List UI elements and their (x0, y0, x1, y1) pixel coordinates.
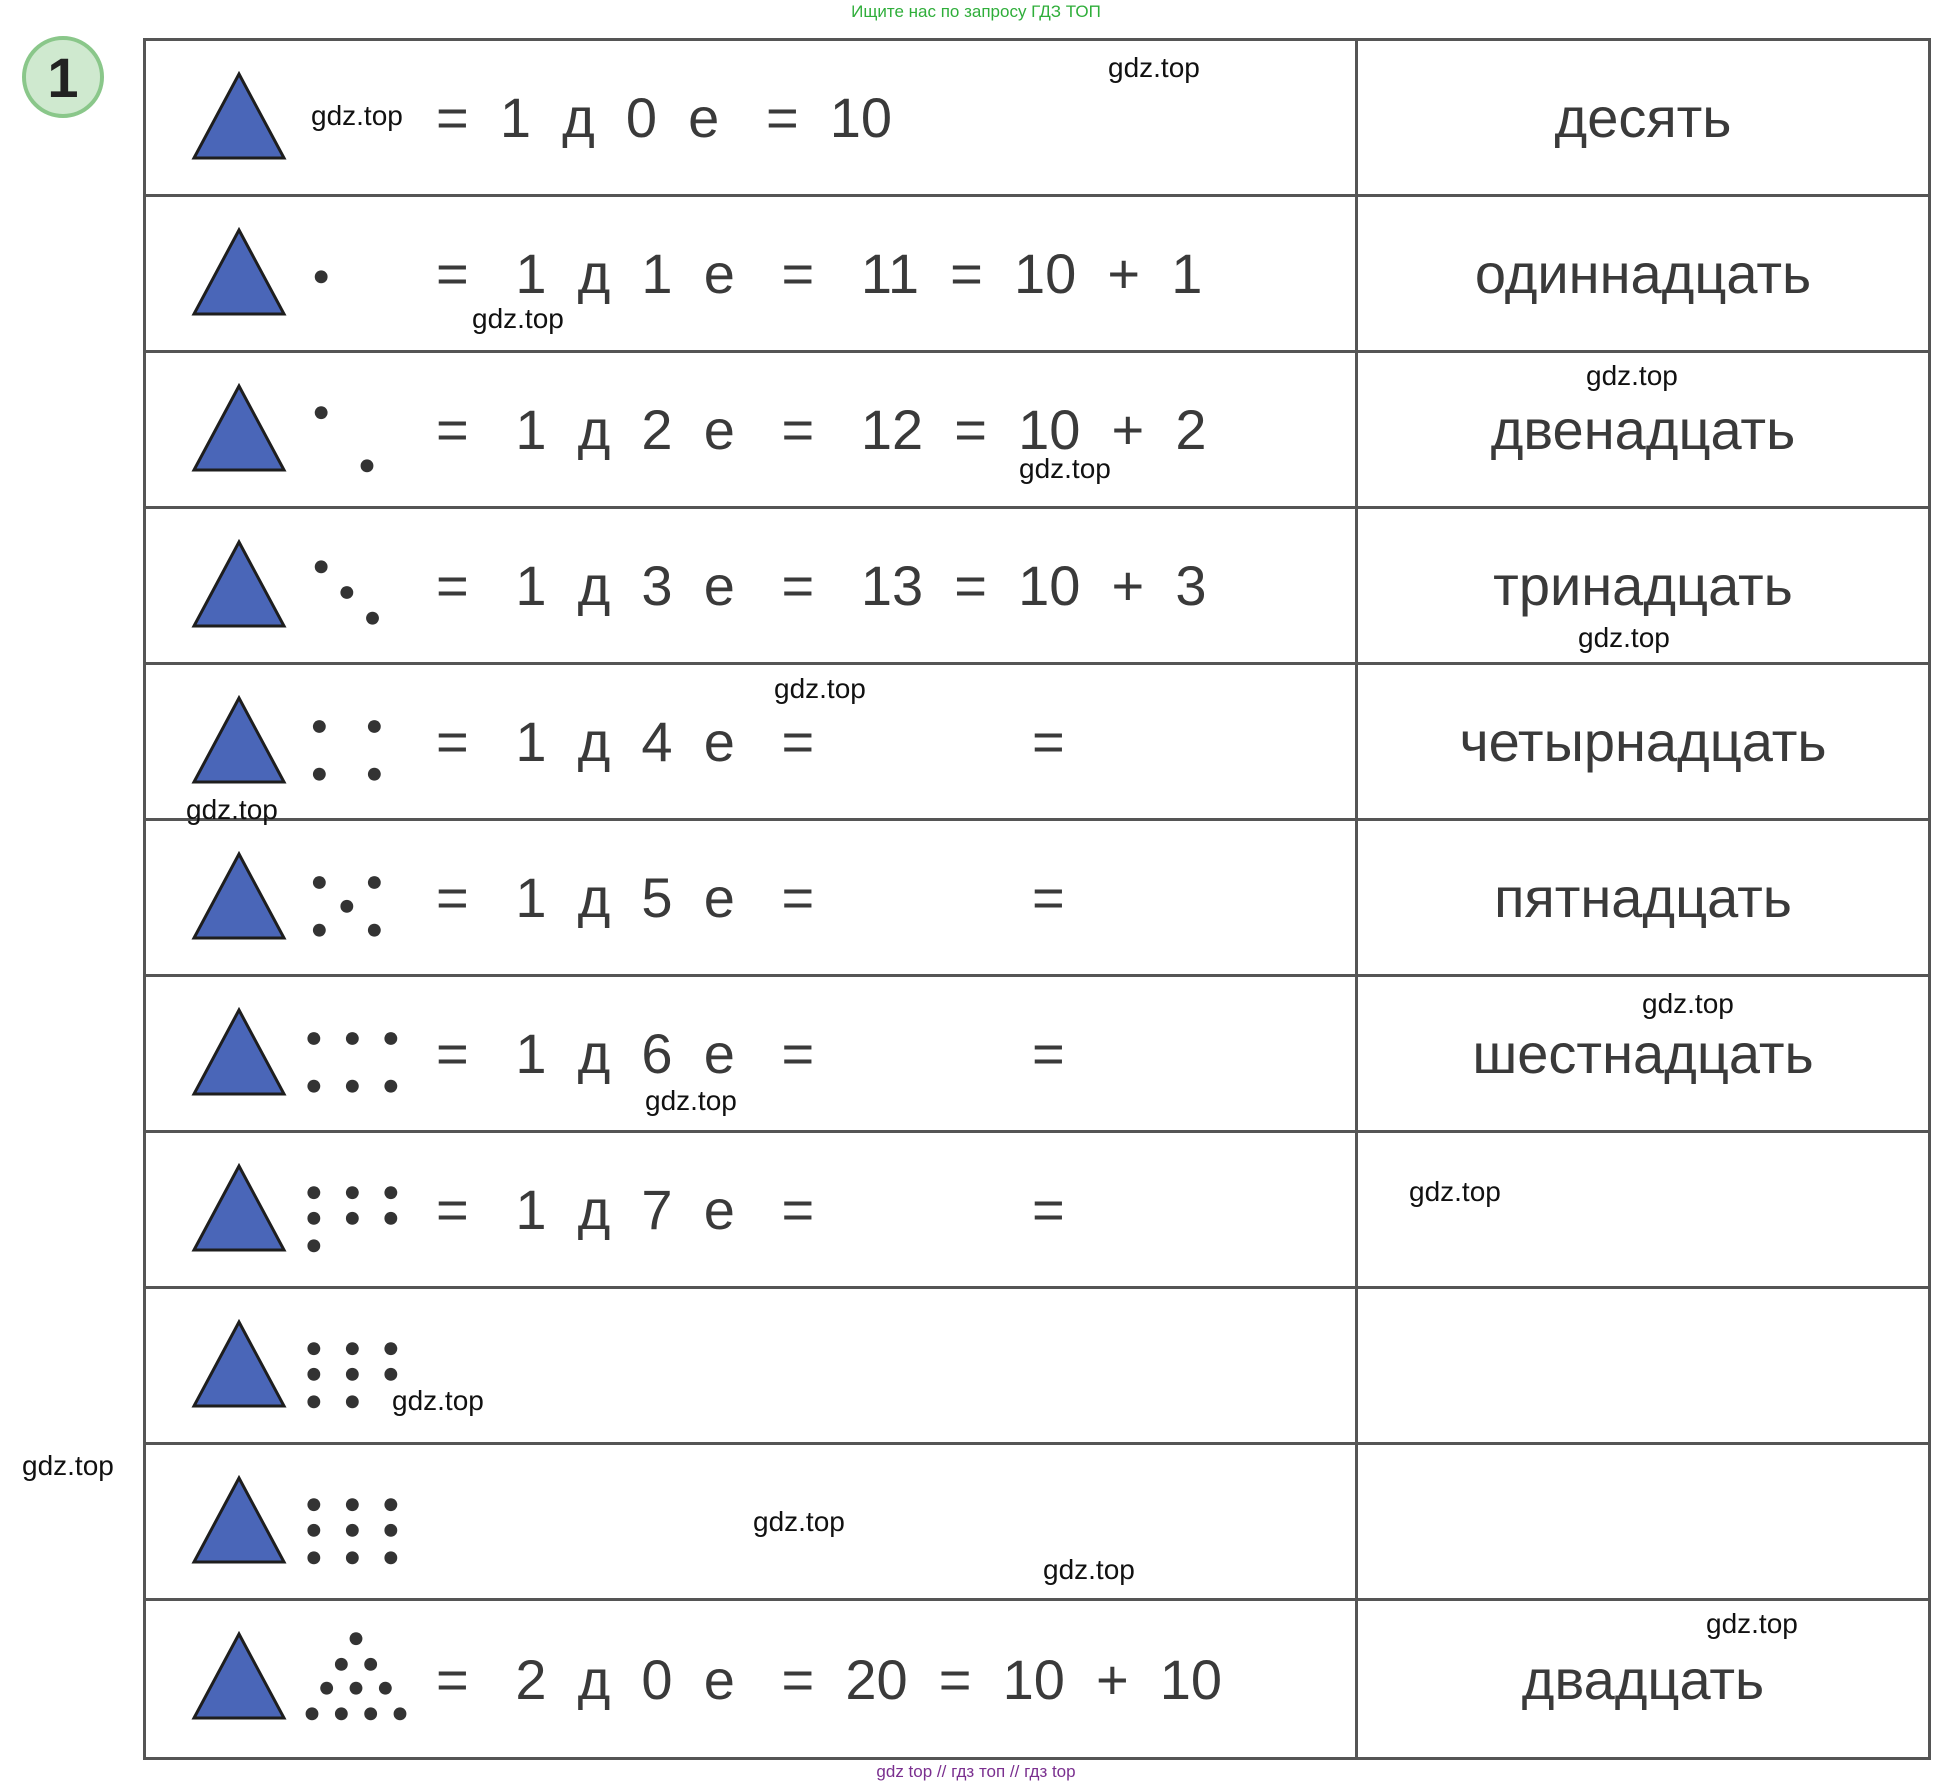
triangle-icon (191, 227, 287, 317)
triangle-icon (191, 383, 287, 473)
unit-dot (350, 1632, 363, 1645)
unit-dot (346, 1342, 359, 1355)
unit-dot (346, 1524, 359, 1537)
number-expression: = 1 д 7 е = = (436, 1178, 1065, 1241)
number-word: десять (1554, 86, 1732, 149)
watermark: gdz.top (774, 673, 866, 704)
unit-dot (384, 1368, 397, 1381)
unit-dot (307, 1368, 320, 1381)
unit-dot (368, 768, 381, 781)
watermark: gdz.top (1108, 52, 1200, 83)
table-row (146, 665, 1928, 821)
unit-dot (313, 876, 326, 889)
units-dots (301, 1465, 411, 1581)
footer-note: gdz top // гдз топ // гдз top (876, 1762, 1076, 1781)
unit-dot (307, 1239, 320, 1252)
number-expression: = 1 д 5 е = = (436, 866, 1065, 929)
number-expression: = 1 д 3 е = 13 = 10 + 3 (436, 554, 1207, 617)
triangle-icon (191, 71, 287, 161)
number-cell (146, 1133, 1358, 1286)
unit-dot (307, 1498, 320, 1511)
table-row (146, 41, 1928, 197)
unit-dot (307, 1551, 320, 1564)
unit-dot (320, 1682, 333, 1695)
number-word: двенадцать (1490, 398, 1796, 461)
number-expression: = 1 д 6 е = = (436, 1022, 1065, 1085)
number-expression: = 1 д 4 е = = (436, 710, 1065, 773)
unit-dot (368, 924, 381, 937)
header-note: Ищите нас по запросу ГДЗ ТОП (851, 2, 1101, 21)
unit-dot (346, 1368, 359, 1381)
unit-dot (307, 1186, 320, 1199)
table-row (146, 1133, 1928, 1289)
units-dots (301, 685, 411, 801)
unit-dot (307, 1080, 320, 1093)
unit-dot (315, 406, 328, 419)
table-row (146, 1601, 1928, 1757)
unit-dot (346, 1551, 359, 1564)
watermark: gdz.top (22, 1450, 114, 1481)
unit-dot (313, 924, 326, 937)
unit-dot (384, 1080, 397, 1093)
unit-dot (384, 1524, 397, 1537)
unit-dot (307, 1395, 320, 1408)
unit-dot (307, 1032, 320, 1045)
unit-dot (315, 270, 328, 283)
unit-dot (350, 1682, 363, 1695)
number-expression: = 2 д 0 е = 20 = 10 + 10 (436, 1647, 1223, 1711)
number-cell (146, 197, 1358, 350)
units-dots (301, 373, 411, 489)
unit-dot (313, 720, 326, 733)
table-row (146, 821, 1928, 977)
unit-dot (379, 1682, 392, 1695)
triangle-icon (191, 1631, 287, 1721)
units-dots (301, 841, 411, 957)
watermark: gdz.top (1409, 1176, 1501, 1207)
unit-dot (346, 1186, 359, 1199)
task-number: 1 (47, 45, 79, 109)
triangle-icon (191, 695, 287, 785)
unit-dot (361, 459, 374, 472)
table-row (146, 197, 1928, 353)
unit-dot (384, 1032, 397, 1045)
number-word (1358, 1133, 1928, 1286)
task-number-badge (22, 36, 104, 118)
unit-dot (307, 1524, 320, 1537)
number-cell (146, 1601, 1358, 1757)
watermark: gdz.top (1043, 1554, 1135, 1585)
unit-dot (307, 1212, 320, 1225)
number-cell (146, 509, 1358, 662)
unit-dot (384, 1342, 397, 1355)
triangle-icon (191, 1163, 287, 1253)
number-table (143, 38, 1931, 1760)
watermark: gdz.top (645, 1085, 737, 1116)
number-word: одиннадцать (1474, 242, 1812, 305)
triangle-icon (191, 1319, 287, 1409)
units-dots (301, 529, 411, 645)
watermark: gdz.top (1019, 453, 1111, 484)
unit-dot (346, 1498, 359, 1511)
unit-dot (315, 560, 328, 573)
number-cell (146, 665, 1358, 818)
number-cell (146, 353, 1358, 506)
unit-dot (346, 1395, 359, 1408)
unit-dot (368, 876, 381, 889)
triangle-icon (191, 1475, 287, 1565)
watermark: gdz.top (1586, 360, 1678, 391)
unit-dot (306, 1707, 319, 1720)
unit-dot (394, 1707, 407, 1720)
number-word (1358, 1289, 1928, 1442)
watermark: gdz.top (1578, 622, 1670, 653)
number-word: тринадцать (1493, 554, 1793, 617)
number-word: четырнадцать (1459, 710, 1827, 773)
number-expression: = 1 д 0 е = 10 (436, 86, 893, 149)
units-dots (301, 1621, 411, 1737)
watermark: gdz.top (753, 1506, 845, 1537)
triangle-icon (191, 1007, 287, 1097)
unit-dot (364, 1658, 377, 1671)
unit-dot (335, 1707, 348, 1720)
triangle-icon (191, 539, 287, 629)
number-cell (146, 821, 1358, 974)
unit-dot (364, 1707, 377, 1720)
unit-dot (384, 1551, 397, 1564)
watermark: gdz.top (1642, 988, 1734, 1019)
number-cell (146, 977, 1358, 1130)
units-dots (301, 1153, 411, 1269)
unit-dot (313, 768, 326, 781)
watermark: gdz.top (392, 1385, 484, 1416)
number-cell (146, 1289, 1358, 1442)
unit-dot (335, 1658, 348, 1671)
number-word (1358, 1445, 1928, 1598)
number-word: шестнадцать (1472, 1022, 1814, 1085)
unit-dot (340, 900, 353, 913)
unit-dot (346, 1212, 359, 1225)
number-word: двадцать (1521, 1647, 1765, 1711)
watermark: gdz.top (186, 794, 278, 825)
number-word: пятнадцать (1494, 866, 1792, 929)
unit-dot (384, 1498, 397, 1511)
table-row (146, 1289, 1928, 1445)
unit-dot (346, 1080, 359, 1093)
unit-dot (340, 586, 353, 599)
unit-dot (384, 1212, 397, 1225)
unit-dot (307, 1342, 320, 1355)
unit-dot (368, 720, 381, 733)
number-expression: = 1 д 2 е = 12 = 10 + 2 (436, 398, 1207, 461)
table-row (146, 1445, 1928, 1601)
triangle-icon (191, 851, 287, 941)
unit-dot (366, 612, 379, 625)
watermark: gdz.top (1706, 1608, 1798, 1639)
watermark: gdz.top (472, 303, 564, 334)
units-dots (301, 997, 411, 1113)
number-expression: = 1 д 1 е = 11 = 10 + 1 (436, 242, 1203, 305)
number-cell (146, 1445, 1358, 1598)
unit-dot (384, 1186, 397, 1199)
units-dots (301, 217, 411, 333)
watermark: gdz.top (311, 100, 403, 131)
unit-dot (346, 1032, 359, 1045)
